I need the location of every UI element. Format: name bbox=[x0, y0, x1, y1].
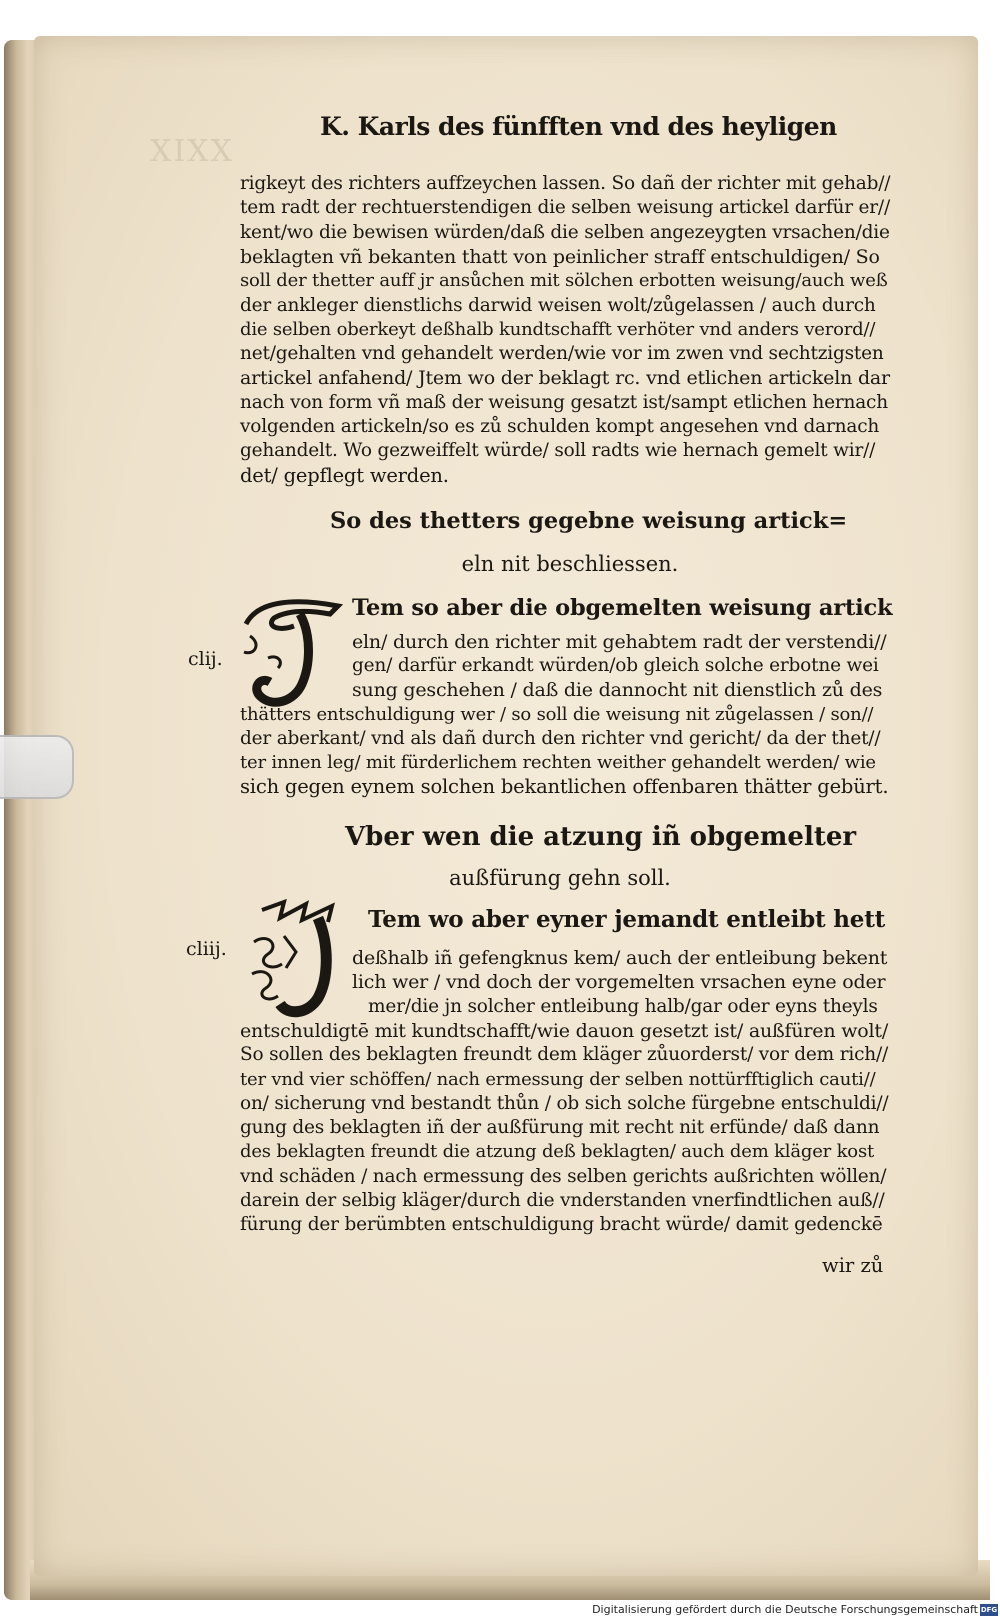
decorated-initial-j bbox=[238, 596, 348, 714]
text-line: on/ sicherung vnd bestandt thůn / ob sich solche fürgebne entschuldi// bbox=[240, 1092, 889, 1114]
text-line: die selben oberkeyt deßhalb kundtschafft verhöter vnd anders verord// bbox=[240, 318, 876, 340]
text-line: deßhalb iñ gefengknus kem/ auch der entleibung bekent bbox=[352, 947, 888, 969]
flourish-icon bbox=[244, 896, 368, 1022]
dfg-logo: DFG bbox=[980, 1606, 998, 1614]
text-line: thätters entschuldigung wer / so soll die weisung nit zůgelassen / son// bbox=[240, 703, 874, 725]
article-number-clij: clij. bbox=[188, 648, 223, 670]
text-line: So sollen des beklagten freundt dem kläger zůuorderst/ vor dem rich// bbox=[240, 1044, 889, 1066]
section-heading-1: So des thetters gegebne weisung artick= bbox=[330, 508, 848, 534]
text-line: der ankleger dienstlichs darwid weisen wolt/zůgelassen / auch durch bbox=[240, 294, 876, 316]
text-line: kent/wo die bewisen würden/daß die selben angezeygten vrsachen/die bbox=[240, 221, 890, 243]
text-line: soll der thetter auff jr ansůchen mit sölchen erbotten weisung/auch weß bbox=[240, 270, 888, 292]
text-line: beklagten vñ bekanten thatt von peinlicher straff entschuldigen/ So bbox=[240, 245, 880, 268]
text-line: sung geschehen / daß die dannocht nit dienstlich zů des bbox=[352, 679, 883, 702]
text-line: eln/ durch den richter mit gehabtem radt der verstendi// bbox=[352, 631, 887, 653]
text-line: rigkeyt des richters auffzeychen lassen. So dañ der richter mit gehab// bbox=[240, 173, 891, 194]
article-number-cliij: cliij. bbox=[186, 938, 227, 960]
digitization-credit: Digitalisierung gefördert durch die Deutsche Forschungsgemeinschaft bbox=[592, 1603, 978, 1616]
text-line: entschuldigtē mit kundtschafft/wie dauon gesetzt ist/ außfüren wolt/ bbox=[240, 1019, 889, 1042]
text-line: gehandelt. Wo gezweiffelt würde/ soll radts wie hernach gemelt wir// bbox=[240, 440, 876, 462]
text-line: darein der selbig kläger/durch die vnderstanden vnerfindtlichen auß// bbox=[240, 1190, 885, 1211]
text-line: gen/ darfür erkandt würden/ob gleich solche erbotne wei bbox=[352, 655, 879, 677]
text-line: nach von form vñ maß der weisung gesatzt ist/sampt etlichen hernach bbox=[240, 391, 888, 413]
text-line: volgenden artickeln/so es zů schulden kompt angesehen vnd darnach bbox=[240, 416, 880, 437]
text-line: der aberkant/ vnd als dañ durch den richter vnd gericht/ da der thet// bbox=[240, 727, 881, 749]
text-line: sich gegen eynem solchen bekantlichen offenbaren thätter gebürt. bbox=[240, 775, 889, 799]
text-line: ter vnd vier schöffen/ nach ermessung der selben nottürfftiglich cauti// bbox=[240, 1068, 876, 1090]
text-line: net/gehalten vnd gehandelt werden/wie vor im zwen vnd sechtzigsten bbox=[240, 343, 884, 365]
text-line: vnd schäden / nach ermessung des selben gerichts außrichten wöllen/ bbox=[240, 1165, 887, 1187]
text-line: det/ gepflegt werden. bbox=[240, 463, 449, 487]
decorated-initial-j-2 bbox=[244, 896, 368, 1022]
text-line: gung des beklagten iñ der außfürung mit recht nit erfünde/ daß dann bbox=[240, 1117, 880, 1139]
text-line: fürung der berümbten entschuldigung bracht würde/ damit gedenckē bbox=[240, 1214, 883, 1236]
section-heading-2-sub: außfürung gehn soll. bbox=[449, 866, 671, 890]
section-heading-2: Vber wen die atzung iñ obgemelter bbox=[345, 822, 857, 852]
text-line: des beklagten freundt die atzung deß beklagten/ auch dem kläger kost bbox=[240, 1141, 875, 1163]
section-heading-1-sub: eln nit beschliessen. bbox=[461, 552, 679, 576]
text-line: ter innen leg/ mit fürderlichem rechten weither gehandelt werden/ wie bbox=[240, 752, 876, 773]
running-head: K. Karls des fünfften vnd des heyligen bbox=[320, 112, 837, 141]
paragraph-3-first-line: Tem wo aber eyner jemandt entleibt hett bbox=[368, 906, 886, 933]
flourish-icon bbox=[238, 596, 348, 714]
text-line: tem radt der rechtuerstendigen die selben weisung artickel darfür er// bbox=[240, 197, 890, 219]
bleed-through-text: XIXX bbox=[150, 134, 234, 169]
bookmark-tab bbox=[0, 735, 74, 799]
text-line: mer/die jn solcher entleibung halb/gar oder eyns theyls bbox=[368, 995, 878, 1017]
text-line: lich wer / vnd doch der vorgemelten vrsachen eyne oder bbox=[352, 971, 886, 994]
text-line: artickel anfahend/ Jtem wo der beklagt rc. vnd etlichen artickeln dar bbox=[240, 367, 890, 390]
paragraph-2-first-line: Tem so aber die obgemelten weisung artick bbox=[352, 595, 893, 621]
catchword: wir zů bbox=[822, 1254, 884, 1277]
